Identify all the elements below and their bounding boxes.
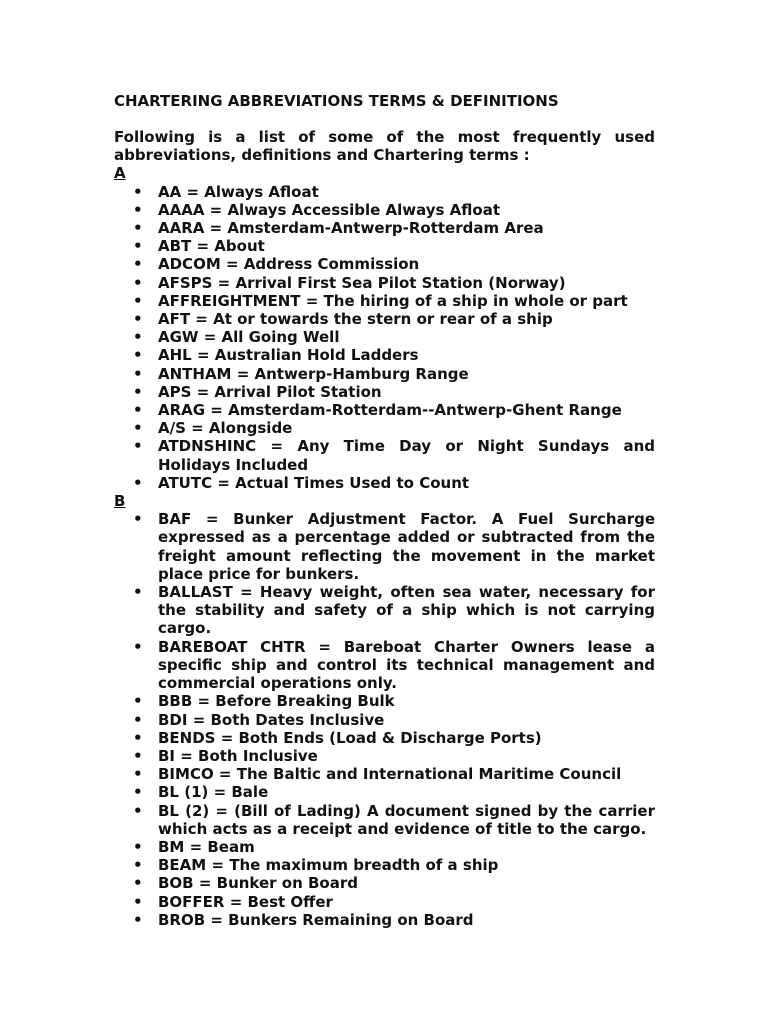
term-text: AA = Always Afloat	[158, 182, 319, 201]
list-item	[114, 874, 655, 892]
list-item	[114, 437, 655, 473]
document-page	[114, 92, 655, 929]
list-item	[114, 328, 655, 346]
bullet-icon: •	[133, 364, 143, 383]
bullet-icon: •	[133, 273, 143, 292]
term-text: ABT = About	[158, 237, 265, 256]
document-intro: Following is a list of some of the most frequently used abbreviations, definitions and Chartering terms :	[114, 128, 655, 165]
list-item	[114, 383, 655, 401]
bullet-icon: •	[133, 419, 143, 438]
document-title: CHARTERING ABBREVIATIONS TERMS & DEFINITIONS	[114, 92, 559, 110]
list-item	[114, 711, 655, 729]
bullet-icon: •	[133, 182, 143, 201]
list-item	[114, 765, 655, 783]
term-text: AFFREIGHTMENT = The hiring of a ship in whole or part	[158, 291, 628, 310]
list-item	[114, 692, 655, 710]
term-text: AFSPS = Arrival First Sea Pilot Station (Norway)	[158, 273, 566, 292]
term-text: BALLAST = Heavy weight, often sea water, necessary for the stability and safety of a ship which is not carrying cargo.	[158, 583, 655, 638]
bullet-icon: •	[133, 892, 143, 911]
bullet-icon: •	[133, 765, 143, 784]
term-text: AHL = Australian Hold Ladders	[158, 346, 419, 365]
list-item	[114, 474, 655, 492]
list-item	[114, 310, 655, 328]
bullet-icon: •	[133, 510, 143, 529]
term-text: AGW = All Going Well	[158, 328, 340, 347]
list-item	[114, 510, 655, 583]
term-text: BM = Beam	[158, 837, 255, 856]
bullet-icon: •	[133, 291, 143, 310]
list-item	[114, 638, 655, 693]
bullet-icon: •	[133, 237, 143, 256]
term-text: ATUTC = Actual Times Used to Count	[158, 473, 470, 492]
term-text: BROB = Bunkers Remaining on Board	[158, 910, 474, 929]
list-item	[114, 747, 655, 765]
bullet-icon: •	[133, 874, 143, 893]
list-item	[114, 201, 655, 219]
bullet-icon: •	[133, 710, 143, 729]
section-heading-b: B	[114, 492, 126, 511]
sections-container	[114, 164, 655, 929]
term-text: BBB = Before Breaking Bulk	[158, 692, 395, 711]
term-text: APS = Arrival Pilot Station	[158, 382, 382, 401]
list-item	[114, 365, 655, 383]
bullet-icon: •	[133, 801, 143, 820]
list-item	[114, 838, 655, 856]
term-text: AFT = At or towards the stern or rear of a ship	[158, 310, 553, 329]
bullet-icon: •	[133, 328, 143, 347]
term-text: ANTHAM = Antwerp-Hamburg Range	[158, 364, 469, 383]
bullet-icon: •	[133, 837, 143, 856]
list-item	[114, 255, 655, 273]
term-text: BENDS = Both Ends (Load & Discharge Ports)	[158, 728, 542, 747]
bullet-icon: •	[133, 728, 143, 747]
term-text: BOB = Bunker on Board	[158, 874, 358, 893]
bullet-icon: •	[133, 200, 143, 219]
bullet-icon: •	[133, 346, 143, 365]
list-item	[114, 419, 655, 437]
bullet-icon: •	[133, 692, 143, 711]
term-text: BAF = Bunker Adjustment Factor. A Fuel Surcharge expressed as a percentage added or subtracted from the freight amount reflecting the movement in the market place price for bunkers.	[158, 510, 655, 583]
term-text: BEAM = The maximum breadth of a ship	[158, 856, 499, 875]
bullet-icon: •	[133, 473, 143, 492]
list-item	[114, 401, 655, 419]
term-text: BAREBOAT CHTR = Bareboat Charter Owners lease a specific ship and control its technical management and commercial operations only.	[158, 637, 655, 693]
term-text: BOFFER = Best Offer	[158, 892, 333, 911]
term-text: ADCOM = Address Commission	[158, 255, 420, 274]
term-text: ATDNSHINC = Any Time Day or Night Sundays and Holidays Included	[158, 437, 655, 474]
section-heading-a: A	[114, 164, 126, 183]
list-item	[114, 911, 655, 929]
bullet-icon: •	[133, 746, 143, 765]
bullet-icon: •	[133, 401, 143, 420]
term-text: BL (2) = (Bill of Lading) A document signed by the carrier which acts as a receipt and evidence of title to the cargo.	[158, 801, 655, 838]
term-text: AARA = Amsterdam-Antwerp-Rotterdam Area	[158, 219, 544, 238]
bullet-icon: •	[133, 310, 143, 329]
list-item	[114, 802, 655, 838]
list-item	[114, 292, 655, 310]
list-item	[114, 583, 655, 638]
bullet-icon: •	[133, 219, 143, 238]
bullet-icon: •	[133, 910, 143, 929]
list-item	[114, 729, 655, 747]
list-item	[114, 856, 655, 874]
bullet-icon: •	[133, 437, 143, 456]
term-list-a	[114, 183, 655, 492]
list-item	[114, 346, 655, 364]
term-text: BDI = Both Dates Inclusive	[158, 710, 385, 729]
list-item	[114, 183, 655, 201]
term-text: ARAG = Amsterdam-Rotterdam--Antwerp-Ghent Range	[158, 401, 622, 420]
bullet-icon: •	[133, 583, 143, 602]
term-text: AAAA = Always Accessible Always Afloat	[158, 200, 501, 219]
bullet-icon: •	[133, 856, 143, 875]
term-text: A/S = Alongside	[158, 419, 293, 438]
bullet-icon: •	[133, 783, 143, 802]
list-item	[114, 274, 655, 292]
bullet-icon: •	[133, 637, 143, 656]
term-list-b	[114, 510, 655, 929]
list-item	[114, 219, 655, 237]
list-item	[114, 237, 655, 255]
list-item	[114, 893, 655, 911]
term-text: BI = Both Inclusive	[158, 746, 318, 765]
term-text: BIMCO = The Baltic and International Maritime Council	[158, 765, 622, 784]
list-item	[114, 783, 655, 801]
bullet-icon: •	[133, 382, 143, 401]
bullet-icon: •	[133, 255, 143, 274]
term-text: BL (1) = Bale	[158, 783, 269, 802]
